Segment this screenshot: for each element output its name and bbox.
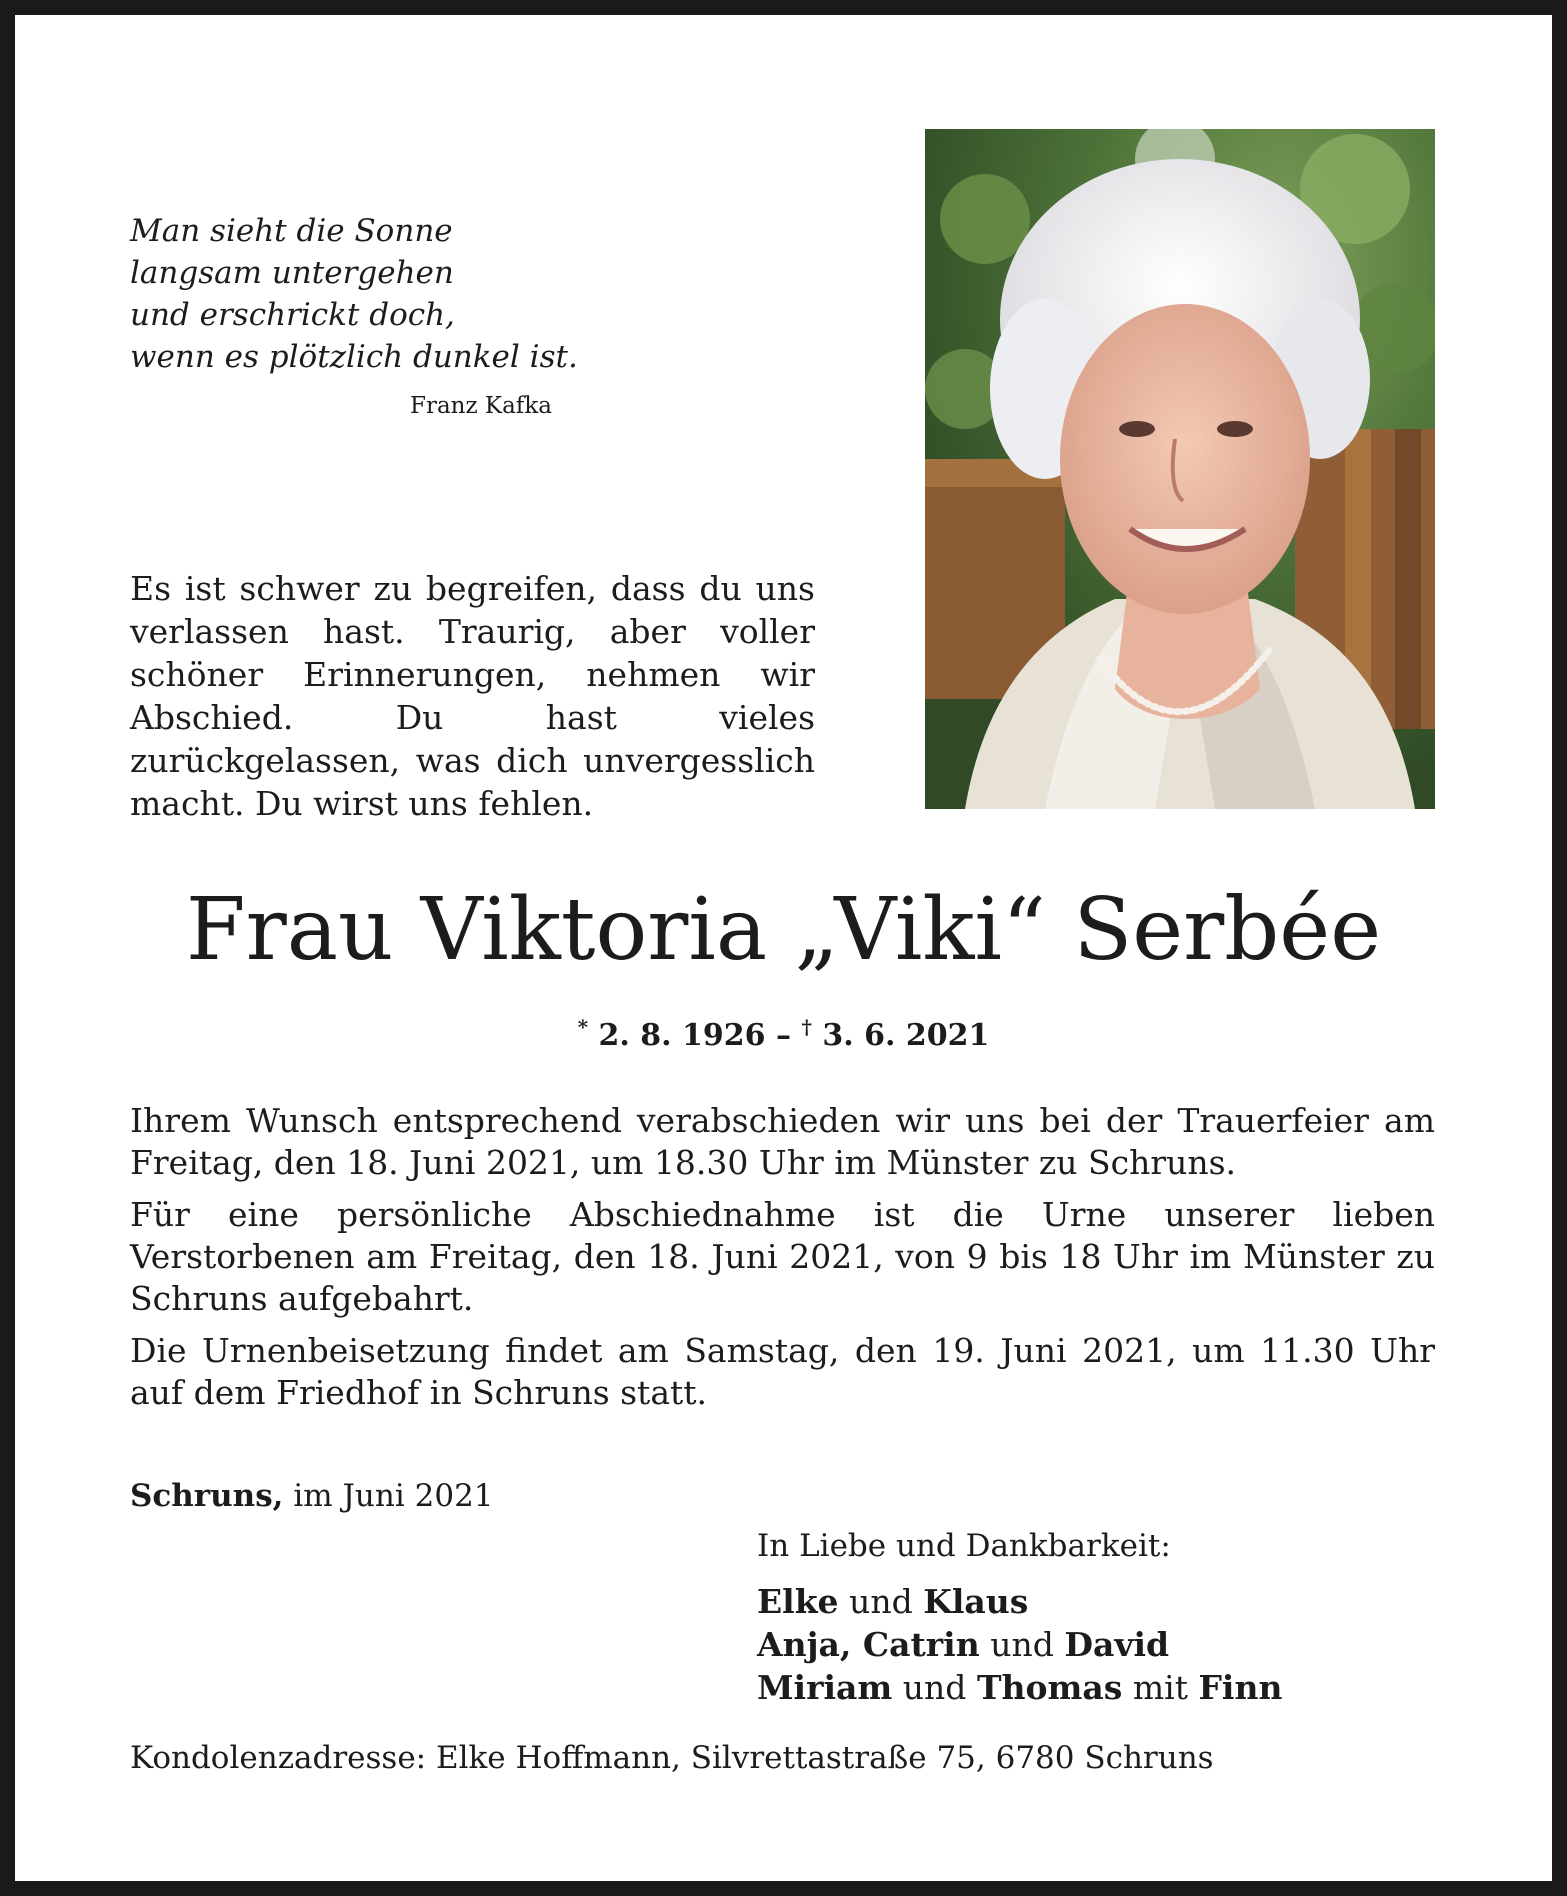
death-date: 3. 6. 2021: [822, 1018, 990, 1053]
place-month: im Juni 2021: [293, 1478, 494, 1514]
quote-line: Man sieht die Sonne: [130, 213, 453, 249]
signature-intro: In Liebe und Dankbarkeit:: [757, 1528, 1171, 1564]
conjunction: und: [902, 1668, 967, 1707]
quote-line: wenn es plötzlich dunkel ist.: [130, 339, 578, 375]
death-symbol: †: [801, 1015, 812, 1039]
funeral-paragraph: Für eine persönliche Abschiednahme ist die Urne unserer lieben Verstorbenen am Freitag, den 18. Juni 2021, von 9 bis 18 Uhr im Münster zu Schruns aufgebahrt.: [130, 1195, 1435, 1318]
intro-paragraph: Es ist schwer zu begreifen, dass du uns verlassen hast. Traurig, aber voller schöner Erinnerungen, nehmen wir Abschied. Du hast vieles zurückgelassen, was dich unvergesslich macht. Du wirst uns fehlen.: [130, 569, 815, 823]
conjunction: und: [990, 1625, 1054, 1664]
mourner-name: Anja, Catrin: [757, 1625, 980, 1664]
funeral-paragraph: Ihrem Wunsch entsprechend verabschieden wir uns bei der Trauerfeier am Freitag, den 18. Juni 2021, um 18.30 Uhr im Münster zu Schruns.: [130, 1101, 1435, 1182]
mourner-row: [757, 1580, 1282, 1623]
mourner-row: [757, 1666, 1282, 1709]
life-dates: [15, 1015, 1552, 1053]
quote-line: und erschrickt doch,: [130, 297, 455, 333]
mourner-name: Elke: [757, 1582, 839, 1621]
kafka-quote: [130, 210, 690, 378]
date-separator: –: [776, 1018, 791, 1053]
quote-line: langsam untergehen: [130, 255, 454, 291]
mourner-row: [757, 1623, 1282, 1666]
quote-author: Franz Kafka: [410, 393, 552, 419]
mourner-name: Finn: [1198, 1668, 1283, 1707]
place-date: [130, 1478, 494, 1514]
conjunction: und: [849, 1582, 913, 1621]
conjunction: mit: [1132, 1668, 1188, 1707]
mourner-names: [757, 1580, 1282, 1709]
birth-symbol: *: [577, 1015, 589, 1039]
mourner-name: Thomas: [976, 1668, 1123, 1707]
funeral-paragraph: Die Urnenbeisetzung findet am Samstag, den 19. Juni 2021, um 11.30 Uhr auf dem Friedhof in Schruns statt.: [130, 1331, 1435, 1412]
mourner-name: Miriam: [757, 1668, 893, 1707]
funeral-details: [130, 1100, 1435, 1424]
condolence-address: Kondolenzadresse: Elke Hoffmann, Silvrettastraße 75, 6780 Schruns: [130, 1740, 1214, 1776]
deceased-name: Frau Viktoria „Viki“ Serbée: [185, 880, 1382, 980]
birth-date: 2. 8. 1926: [598, 1018, 766, 1053]
obituary-page: [15, 15, 1552, 1881]
portrait-photo: [925, 129, 1435, 809]
mourner-name: Klaus: [923, 1582, 1029, 1621]
portrait-illustration: [925, 129, 1435, 809]
place-town: Schruns,: [130, 1478, 284, 1514]
mourner-name: David: [1064, 1625, 1170, 1664]
